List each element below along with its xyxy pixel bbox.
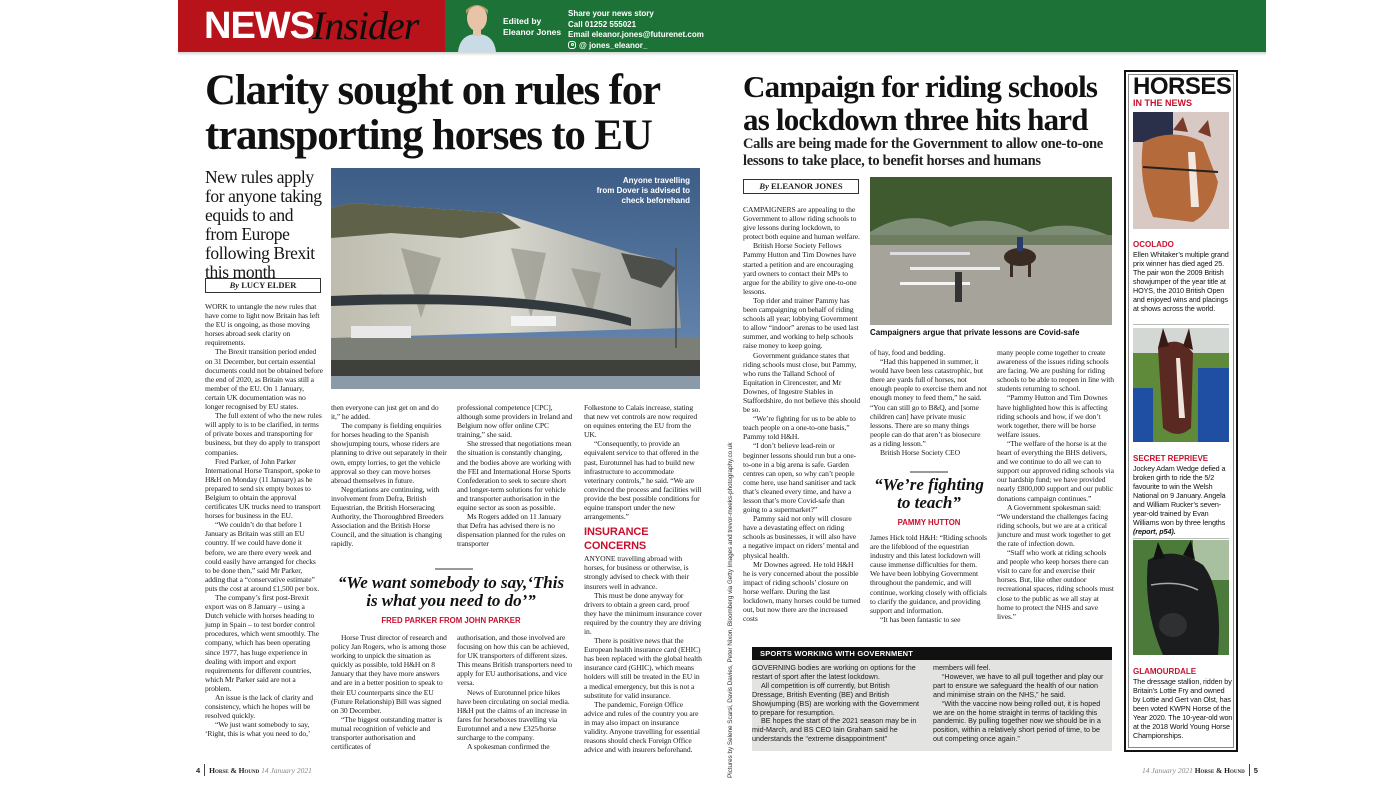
paragraph: “I don’t believe lead-rein or beginner lessons should run but a one-to-one in a big arena is safe. Garden centres can open, so why can’t people come here, use hand sanitiser and tack that’s cleaned every time, and have a lesson that’s more Covid-safe than going to a supermarket?” <box>743 441 857 515</box>
secret-reprieve-body: Jockey Adam Wedge defied a broken girth to ride the 5/2 favourite to win the Welsh National on 9 January. Angela and William Rucker’s seven-year-old trained by Evan Williams won by three lengths <box>1133 464 1226 527</box>
pullquote-attribution: FRED PARKER FROM JOHN PARKER <box>381 616 521 625</box>
page-number: 4 <box>196 766 201 775</box>
folio-masthead: Horse & Hound <box>209 766 260 775</box>
pullquote-rule <box>910 471 948 473</box>
right-headline-line1: Campaign for riding schools <box>743 69 1098 104</box>
right-folio <box>1142 764 1258 776</box>
share-line: Share your news story <box>568 9 654 18</box>
paragraph: Top rider and trainer Pammy has been campaigning on behalf of riding schools all year; lobbying Government to allow “indoor” arenas to be used last summer, and working to help schools raise money to keep going. <box>743 295 859 351</box>
left-headline-line2: transporting horses to EU <box>205 112 652 159</box>
glamourdale-heading: GLAMOURDALE <box>1133 667 1197 676</box>
contact-block <box>568 9 704 51</box>
report-reference[interactable]: (report, p54). <box>1133 527 1176 536</box>
paragraph: “However, we have to all pull together and play our part to ensure we safeguard the health of our nation and minimise strain on the NHS,” he said. <box>933 671 1104 699</box>
paragraph: The Brexit transition period ended on 31 December, but certain essential documents could not be obtained before the end of 2020, as Britain was still a member of the EU. On 1 January, certain UK documentation was no longer recognised by EU states. <box>205 347 323 412</box>
folio-divider <box>1249 764 1250 776</box>
paragraph: “It has been fantastic to see <box>880 614 961 624</box>
caption-line: from Dover is advised to <box>596 186 690 195</box>
paragraph: members will feel. <box>933 663 991 672</box>
paragraph: Horse Trust director of research and policy Jan Rogers, who is among those working to unpick the situation as quickly as possible, told H&H on 8 January that they have more answers and are in a better position to speak to their EU counterparts since the EU (Future Relationship) Bill was signed on 30 December. <box>331 633 447 715</box>
pullquote-rule <box>435 568 473 570</box>
left-column-3-top <box>457 403 573 549</box>
left-pullquote <box>331 574 571 630</box>
masthead-divider <box>178 52 1266 56</box>
paragraph: The full extent of who the new rules will apply to is to be clarified, in terms of private boxes and transporting for business, but they do apply to transport companies. <box>205 411 322 457</box>
pullquote-line2: to teach” <box>897 493 961 512</box>
paragraph: All competition is off currently, but British Dressage, British Eventing (BE) and British Showjumping (BS) are working with the Government to prepare for resumption. <box>752 680 919 717</box>
left-folio <box>196 764 312 776</box>
photo-credit: Pictures by Selene Scarsi, Davis Davies, Peter Nixon, Bloomberg via Getty Images and trevor-meeks-photography.co.uk <box>727 442 734 778</box>
sidebar-divider <box>1133 324 1229 325</box>
paragraph: then everyone can just get on and do it,” he added. <box>331 403 439 422</box>
right-pullquote <box>870 476 988 532</box>
ocolado-text: Ellen Whitaker’s multiple grand prix winner has died aged 25. The pair won the 2009 British showjumper of the year title at HOYS, the 2010 British Open and enjoyed wins and placings at shows across the world. <box>1133 250 1229 313</box>
paragraph: WORK to untangle the new rules that have come to light now Britain has left the EU is ongoing, as those moving horses abroad seek clarity on requirements. <box>205 302 320 348</box>
paragraph: British Horse Society Fellows Pammy Hutton and Tim Downes have started a petition and are encouraging yard owners to contact their MPs to argue for the ability to give one-to-one lessons. <box>743 241 857 296</box>
pullquote-line1: “We want somebody to say,‘This <box>337 573 565 592</box>
glamourdale-photo <box>1133 540 1229 655</box>
paragraph: A Government spokesman said: “We understand the challenges facing riding schools, but we are at a critical juncture and must work together to get the rate of infection down. <box>997 502 1111 548</box>
paragraph: There is positive news that the European health insurance card (EHIC) has been replaced with the global health insurance card (GHIC), which means holders will still be treated in the EU in a medical emergency, but this is not a substitute for valid insurance. <box>584 636 702 700</box>
folio-masthead: Horse & Hound <box>1194 766 1245 775</box>
editor-name: Eleanor Jones <box>503 27 562 37</box>
paragraph: British Horse Society CEO <box>880 448 960 458</box>
sports-column-2 <box>933 664 1107 744</box>
secret-reprieve-heading: SECRET REPRIEVE <box>1133 454 1209 463</box>
secret-reprieve-text <box>1133 464 1233 536</box>
paragraph: This must be done anyway for drivers to obtain a green card, proof they have the minimum insurance cover required by the country they are driving in. <box>584 590 702 636</box>
byline-prefix: By <box>229 280 240 290</box>
right-headline-line2: as lockdown three hits hard <box>743 102 1088 137</box>
paragraph: Pammy said not only will closure have a devastating effect on riding schools as businesses, it will also have a negative impact on riders’ mental and physical health. <box>743 514 859 560</box>
paragraph: “Had this happened in summer, it would have been less catastrophic, but there are yards full of horses, not enough people to exercise them and not enough money to feed them,” he said. “You can still go to B&Q, and [some children can] have private music lessons. There are so many things people can do that aren’t as biosecure as a riding lesson.” <box>870 357 987 448</box>
right-column-2-bottom <box>870 533 988 624</box>
byline-prefix: By <box>759 181 769 191</box>
email-link[interactable]: Email eleanor.jones@futurenet.com <box>568 30 704 39</box>
sidebar-title: HORSES <box>1133 73 1232 100</box>
right-headline <box>743 70 1123 136</box>
paragraph: CAMPAIGNERS are appealing to the Government to allow riding schools to give lessons during lockdown, to protect both equine and human welfare. <box>743 205 860 242</box>
ocolado-photo <box>1133 112 1229 229</box>
paragraph: James Hick told H&H: “Riding schools are the lifeblood of the equestrian industry and this latest lockdown will cause immense difficulties for them. We have been lobbying Government throughout the pandemic, and will continue, working closely with officials to clarify the guidance, and providing support and information. <box>870 533 987 615</box>
logo-insider: Insider <box>312 3 419 48</box>
left-column-2-bottom <box>331 633 447 751</box>
left-column-4 <box>584 403 702 754</box>
paragraph: “We’re fighting for us to be able to teach people on a one-to-one basis,” Pammy told H&H. <box>743 414 856 442</box>
ocolado-heading: OCOLADO <box>1133 240 1174 249</box>
paragraph: BE hopes the start of the 2021 season may be in mid-March, and BS CEO Iain Graham said he understands the “extreme disappointment” <box>752 716 917 744</box>
social-handle[interactable]: @ jones_eleanor_ <box>579 40 648 50</box>
paragraph: “With the vaccine now being rolled out, it is hoped we are on the home straight in terms of tackling this pandemic. By pulling together now we should be in a position, within a relatively short period of time, to be out competing once again.” <box>933 698 1101 744</box>
left-column-2-top <box>331 403 447 549</box>
paragraph: “We couldn’t do that before 1 January as Britain was still an EU country. If we could have done it before, we are there every week and could easily have arranged for checks to be done then,” said Mr Parker, adding that a “conservative estimate” puts the cost at around £1,500 per box. <box>205 520 319 593</box>
paragraph: ANYONE travelling abroad with horses, for business or otherwise, is strongly advised to check with their insurers well in advance. <box>584 554 690 591</box>
paragraph: A spokesman confirmed the <box>467 742 550 752</box>
left-column-3-bottom <box>457 633 573 751</box>
editor-photo <box>452 0 502 52</box>
paragraph: “We just want somebody to say, ‘Right, this is what you need to do,’ <box>205 720 311 739</box>
byline-name: LUCY ELDER <box>241 280 297 290</box>
left-standfirst: New rules apply for anyone taking equids to and from Europe following Brexit this month <box>205 167 322 282</box>
riding-lesson-photo <box>870 177 1112 325</box>
paragraph: Ms Rogers added on 11 January that Defra has advised there is no dispensation planned for the rules on transporter <box>457 512 566 549</box>
paragraph: many people come together to create awareness of the issues riding schools are facing. We are pushing for riding schools to be able to reopen in line with students returning to school. <box>997 348 1114 394</box>
paragraph: Mr Downes agreed. He told H&H he is very concerned about the possible impact of riding schools’ closure on horse welfare. During the last lockdown, many horses could be turned out, but now there are the increased costs <box>743 559 861 624</box>
paragraph: Folkestone to Calais increase, stating that new vet controls are now required on equines entering the EU from the UK. <box>584 403 698 440</box>
byline-name: ELEANOR JONES <box>771 181 843 191</box>
sidebar-divider <box>1133 538 1229 539</box>
paragraph: of hay, food and bedding. <box>870 348 946 357</box>
paragraph: “Staff who work at riding schools and people who keep horses there can visit to care for and exercise their horses. But, like other outdoor recreational spaces, riding schools must close to the public as we all stay at home to protect the NHS and save lives.” <box>997 548 1114 621</box>
paragraph: The pandemic, Foreign Office advice and rules of the country you are in may also impact on insurance validity. Anyone travelling for essential reasons should check Foreign Office advice and with insurers beforehand. <box>584 699 700 755</box>
right-column-1 <box>743 205 861 623</box>
instagram-icon <box>568 41 576 49</box>
page-number: 5 <box>1253 766 1258 775</box>
paragraph: professional competence [CPC], although some providers in Ireland and Belgium now offer online CPC training,” she said. <box>457 403 573 440</box>
paragraph: The company is fielding enquiries for horses heading to the Spanish showjumping tours, whose riders are planning to drive out separately in their own, empty lorries, to get the vehicle approval so they can move horses abroad themselves in future. <box>331 421 447 485</box>
editor-credit <box>503 16 561 38</box>
caption-line: check beforehand <box>621 196 690 205</box>
folio-divider <box>204 764 205 776</box>
paragraph: Fred Parker, of John Parker International Horse Transport, spoke to H&H on Monday (11 January) as he prepared to send six empty boxes to Belgium to obtain the approval certificates UK trucks need to transport horses for business in the EU. <box>205 456 321 521</box>
paragraph: She stressed that negotiations mean the situation is constantly changing, and the bodies above are working with the FEI and International Horse Sports Confederation to seek to secure short and longer-term solutions for vehicle and transporter authorisation in the equine sector as soon as possible. <box>457 439 572 513</box>
paragraph: “Pammy Hutton and Tim Downes have highlighted how this is affecting riding schools and how, if we don’t work together, there will be horse welfare issues. <box>997 393 1108 439</box>
right-byline <box>743 179 859 194</box>
sports-box-heading: SPORTS WORKING WITH GOVERNMENT <box>752 647 1112 660</box>
paragraph: “Consequently, to provide an equivalent service to that offered in the past, Eurotunnel has had to build new infrastructure to accommodate veterinary controls,” he said. “We are convinced the process and facilities will provide the best possible conditions for equine transport under the new arrangements.” <box>584 439 702 522</box>
caption-line: Anyone travelling <box>622 176 690 185</box>
left-headline <box>205 68 715 158</box>
left-byline <box>205 278 321 293</box>
paragraph: GOVERNING bodies are working on options for the restart of sport after the latest lockdown. <box>752 663 916 681</box>
social-line <box>568 41 704 52</box>
paragraph: The company’s first post-Brexit export was on 8 January – using a Dutch vehicle with horses heading to jump in Spain – to test border control procedures, which went smoothly. The company, which has been operating since 1977, has huge experience in dealing with import and export requirements for different countries, which Mr Parker said are not a problem. <box>205 593 319 693</box>
paragraph: “The welfare of the horse is at the heart of everything the BHS delivers, and we continue to do all we can to support our approved riding schools via our hardship fund; we have provided nearly £800,000 support and our public donations campaign continues.” <box>997 438 1114 503</box>
sports-column-1 <box>752 664 924 744</box>
folio-date: 14 January 2021 <box>1142 766 1193 775</box>
paragraph: Government guidance states that riding schools must close, but Pammy, who runs the Talland School of Equitation in Cirencester, and Mr Downes, of Ingestre Stables in Staffordshire, do not believe this should be so. <box>743 350 861 415</box>
dover-cliffs-photo <box>331 168 700 389</box>
logo-news: NEWS <box>204 5 314 47</box>
edited-by-label: Edited by <box>503 16 542 26</box>
riding-photo-caption: Campaigners argue that private lessons are Covid-safe <box>870 328 1080 337</box>
pullquote-line1: “We’re fighting <box>874 475 984 494</box>
paragraph: Negotiations are continuing, with involvement from Defra, British Equestrian, the British Horseracing Authority, the Thoroughbred Breeders Association and the British Horse Council, and the situation is changing rapidly. <box>331 484 444 549</box>
dover-photo-caption <box>597 176 690 206</box>
paragraph: authorisation, and those involved are focusing on how this can be achieved, for UK transporters of different sizes. This means British transporters need to apply for EU authorisations, and vice versa. <box>457 633 573 688</box>
left-headline-line1: Clarity sought on rules for <box>205 67 660 114</box>
phone-line: Call 01252 555021 <box>568 19 637 29</box>
left-column-1 <box>205 302 323 739</box>
pullquote-attribution: PAMMY HUTTON <box>897 518 961 527</box>
pullquote-line2: is what you need to do’” <box>366 591 536 610</box>
right-column-2-top <box>870 348 988 457</box>
folio-date: 14 January 2021 <box>261 766 312 775</box>
secret-reprieve-photo <box>1133 328 1229 442</box>
right-standfirst: Calls are being made for the Government to allow one-to-one lessons to take place, to benefit horses and humans <box>743 136 1103 169</box>
glamourdale-text: The dressage stallion, ridden by Britain’s Lottie Fry and owned by Lottie and Gert van Olst, has been voted KWPN Horse of the Year 2020. The 10-year-old won at the 2018 World Young Horse Championships. <box>1133 677 1233 740</box>
insurance-subhead: INSURANCE CONCERNS <box>584 526 649 553</box>
sidebar-subtitle: IN THE NEWS <box>1133 98 1193 108</box>
right-column-3 <box>997 348 1115 621</box>
paragraph: “The biggest outstanding matter is mutual recognition of vehicle and transporter authorisation and certificates of <box>331 714 443 752</box>
paragraph: An issue is the lack of clarity and consistency, which he hopes will be resolved quickly. <box>205 693 313 721</box>
paragraph: News of Eurotunnel price hikes have been circulating on social media. H&H put the claims of an increase in fares for horseboxes travelling via Eurotunnel and a new £325/horse surcharge to the company. <box>457 687 570 743</box>
